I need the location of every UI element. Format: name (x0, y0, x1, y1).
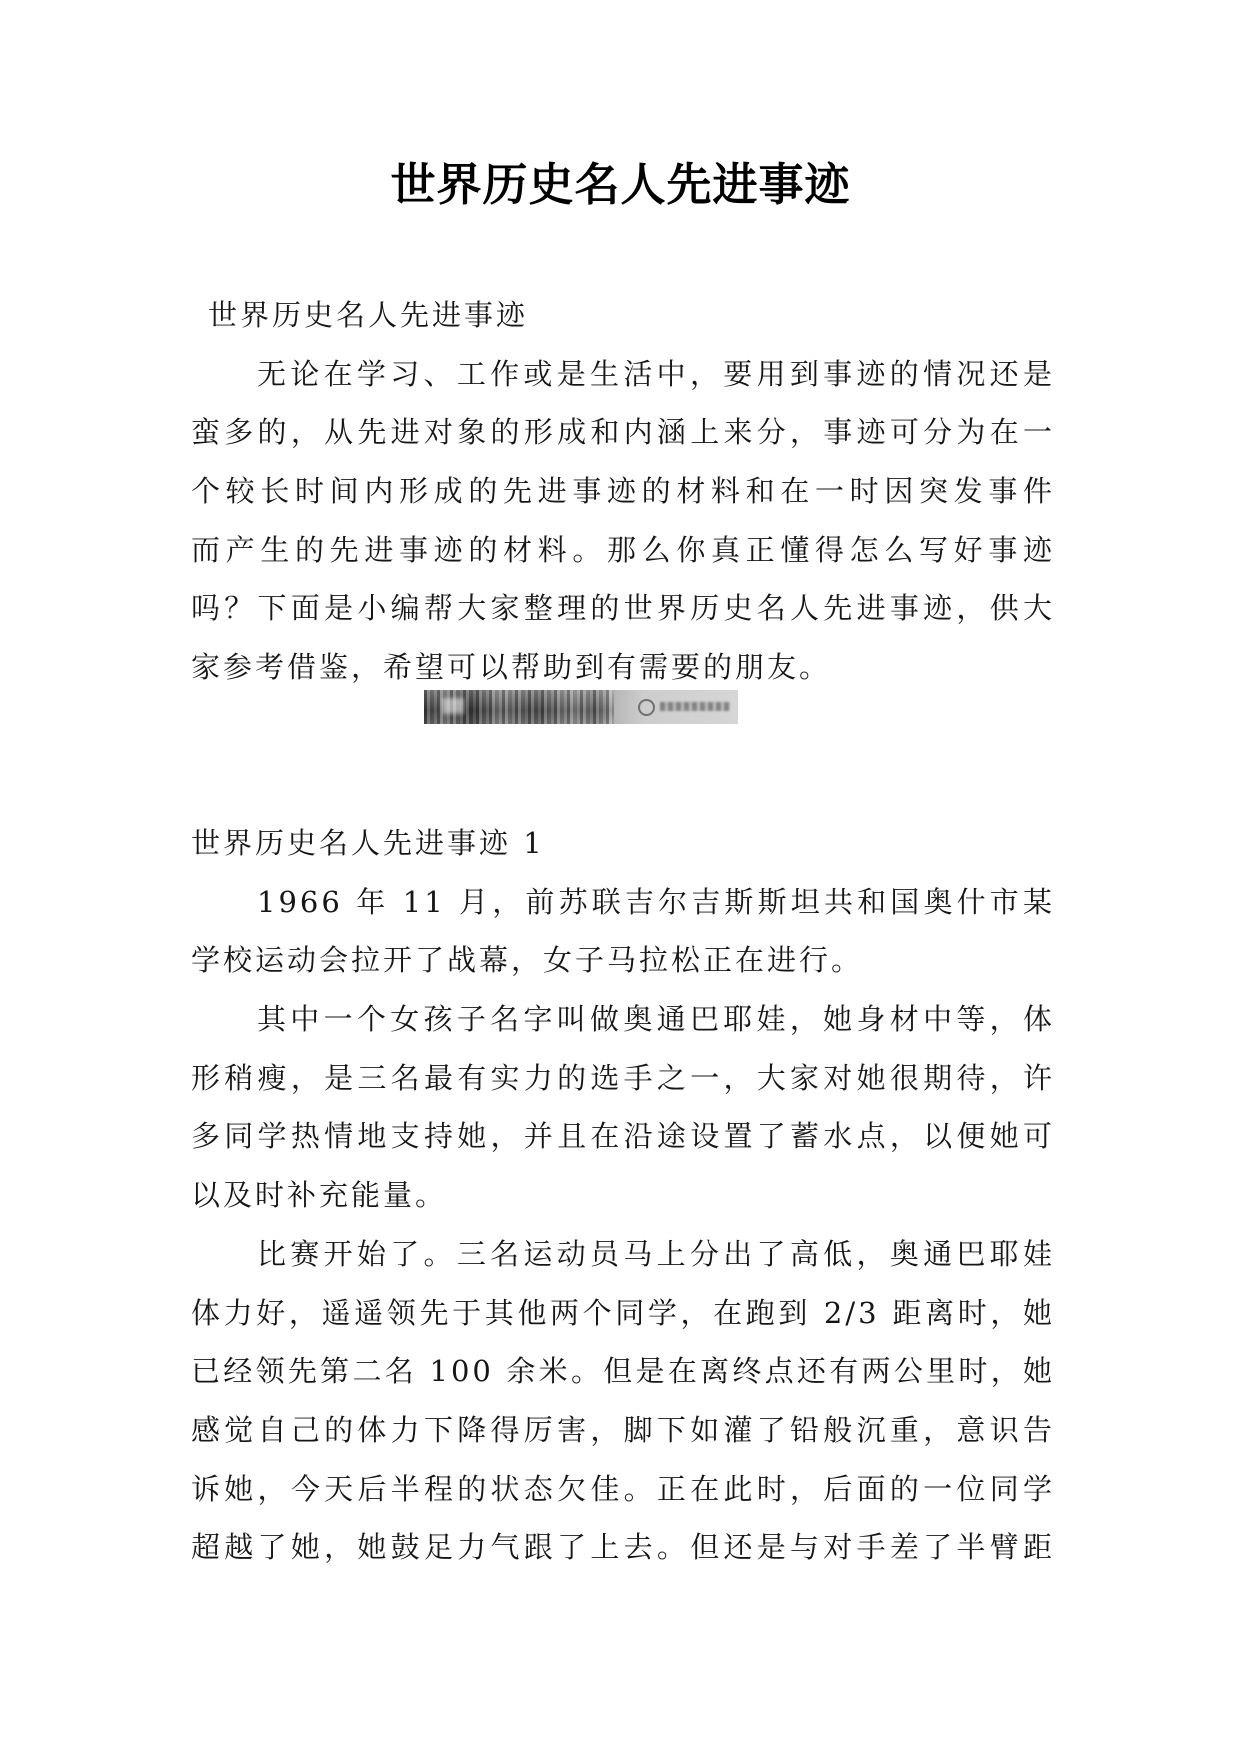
photo-caption-smudge (660, 702, 730, 711)
paragraph-line: 1966 年 11 月，前苏联吉尔吉斯斯坦共和国奥什市某 (257, 884, 1055, 919)
paragraph-line: 比赛开始了。三名运动员马上分出了高低，奥通巴耶娃 (257, 1236, 1055, 1271)
intro-section (191, 286, 1055, 697)
paragraph-line: 超越了她，她鼓足力气跟了上去。但还是与对手差了半臂距 (191, 1530, 1055, 1565)
intro-heading: 世界历史名人先进事迹 (208, 298, 529, 332)
paragraph-line: 家参考借鉴，希望可以帮助到有需要的朋友。 (191, 650, 832, 685)
section-paragraph (191, 1225, 1055, 1577)
paragraph-line: 已经领先第二名 100 余米。但是在离终点还有两公里时，她 (191, 1354, 1055, 1389)
photo-highlight (442, 698, 464, 714)
paragraph-line: 体力好，遥遥领先于其他两个同学，在跑到 2/3 距离时，她 (191, 1295, 1055, 1330)
section-heading: 世界历史名人先进事迹 1 (191, 826, 545, 860)
paragraph-line: 无论在学习、工作或是生活中，要用到事迹的情况还是 (257, 356, 1055, 391)
inline-photo (424, 690, 738, 724)
paragraph-line: 多同学热情地支持她，并且在沿途设置了蓄水点，以便她可 (191, 1119, 1055, 1154)
paragraph-line: 吗？下面是小编帮大家整理的世界历史名人先进事迹，供大 (191, 591, 1055, 626)
document-title: 世界历史名人先进事迹 (390, 158, 851, 211)
section-1 (191, 814, 1055, 1577)
emblem-icon (638, 699, 655, 716)
section-paragraph (191, 990, 1055, 1225)
paragraph-line: 其中一个女孩子名字叫做奥通巴耶娃，她身材中等，体 (257, 1002, 1055, 1037)
paragraph-line: 蛮多的，从先进对象的形成和内涵上来分，事迹可分为在一 (191, 415, 1055, 450)
paragraph-line: 以及时补充能量。 (191, 1178, 448, 1213)
paragraph-line: 学校运动会拉开了战幕，女子马拉松正在进行。 (191, 943, 864, 978)
paragraph-line: 而产生的先进事迹的材料。那么你真正懂得怎么写好事迹 (191, 532, 1055, 567)
section-paragraph (191, 873, 1055, 990)
intro-paragraph (191, 345, 1055, 697)
paragraph-line: 感觉自己的体力下降得厉害，脚下如灌了铅般沉重，意识告 (191, 1412, 1055, 1447)
paragraph-line: 个较长时间内形成的先进事迹的材料和在一时因突发事件 (191, 474, 1055, 509)
paragraph-line: 诉她，今天后半程的状态欠佳。正在此时，后面的一位同学 (191, 1471, 1055, 1506)
paragraph-line: 形稍瘦，是三名最有实力的选手之一，大家对她很期待，许 (191, 1060, 1055, 1095)
